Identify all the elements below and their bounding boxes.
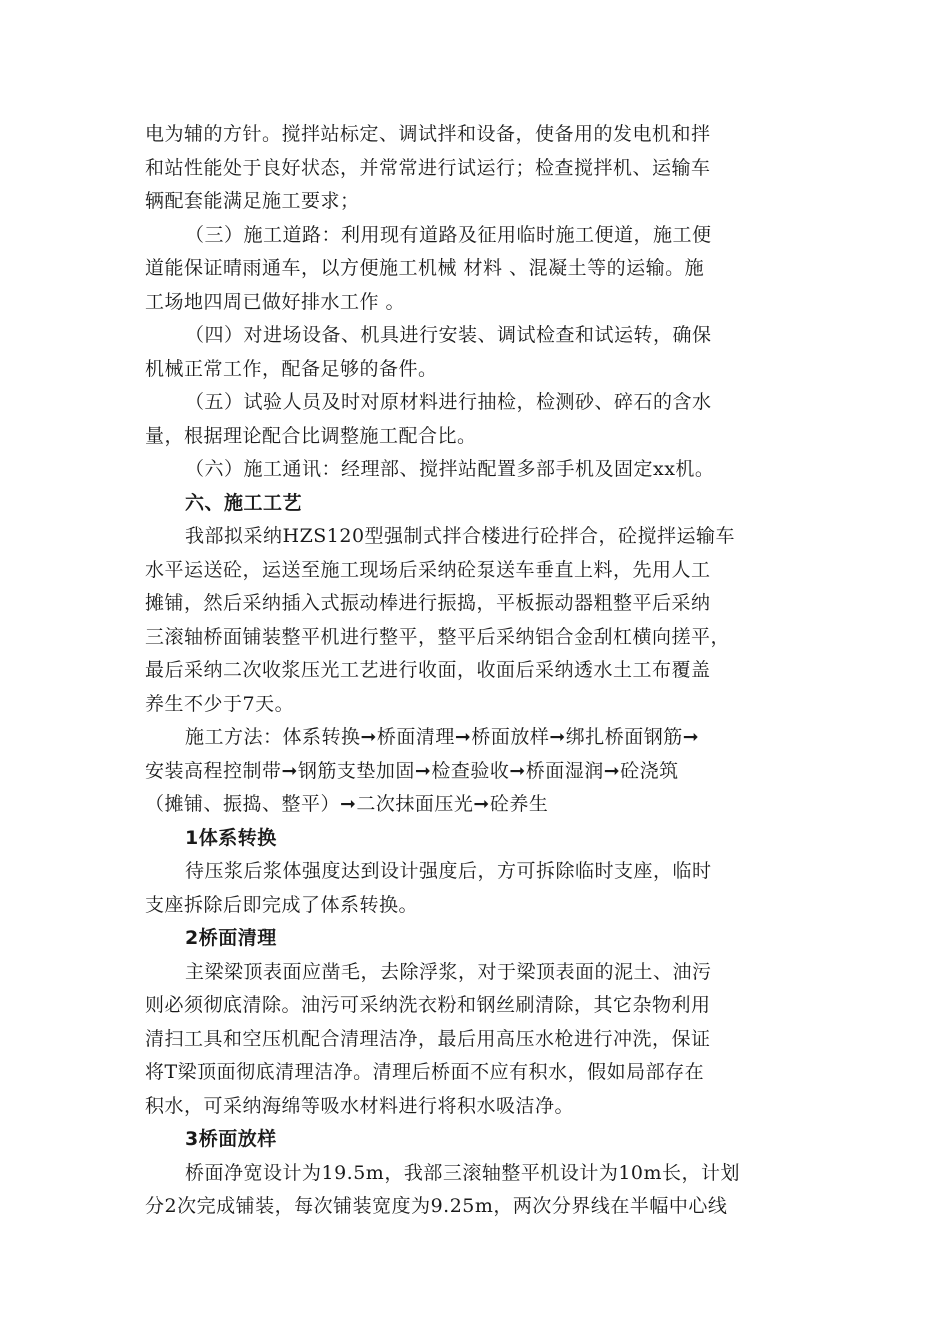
text-line: 水平运送砼，运送至施工现场后采纳砼泵送车垂直上料，先用人工 bbox=[145, 558, 711, 581]
text-line: 我部拟采纳HZS120型强制式拌合楼进行砼拌合，砼搅拌运输车 bbox=[185, 525, 736, 547]
text-line: （六）施工通讯：经理部、搅拌站配置多部手机及固定xx机。 bbox=[185, 458, 715, 480]
section-heading: 1体系转换 bbox=[185, 826, 277, 849]
text-line: 主梁梁顶表面应凿毛，去除浮浆，对于梁顶表面的泥土、油污 bbox=[185, 960, 712, 983]
text-line: 量，根据理论配合比调整施工配合比。 bbox=[145, 424, 477, 447]
text-line: （摊铺、振捣、整平）➞二次抹面压光➞砼养生 bbox=[145, 793, 549, 815]
text-line: 电为辅的方针。搅拌站标定、调试拌和设备，使备用的发电机和拌 bbox=[145, 123, 711, 145]
text-line: 道能保证晴雨通车，以方便施工机械 材料 、混凝土等的运输。施 bbox=[145, 257, 705, 279]
section-heading: 2桥面清理 bbox=[185, 927, 277, 949]
text-line: 安装高程控制带➞钢筋支垫加固➞检查验收➞桥面湿润➞砼浇筑 bbox=[145, 759, 679, 782]
text-line: 积水，可采纳海绵等吸水材料进行将积水吸洁净。 bbox=[145, 1094, 575, 1117]
text-line: 支座拆除后即完成了体系转换。 bbox=[145, 893, 419, 916]
text-line: （五）试验人员及时对原材料进行抽检，检测砂、碎石的含水 bbox=[185, 391, 712, 413]
text-line: （三）施工道路：利用现有道路及征用临时施工便道，施工便 bbox=[185, 223, 712, 246]
section-heading: 3桥面放样 bbox=[185, 1128, 277, 1150]
text-line: 则必须彻底清除。油污可采纳洗衣粉和钢丝刷清除，其它杂物利用 bbox=[145, 994, 711, 1016]
text-line: 待压浆后浆体强度达到设计强度后，方可拆除临时支座，临时 bbox=[185, 860, 712, 882]
text-line: 辆配套能满足施工要求； bbox=[145, 190, 360, 212]
text-line: 养生不少于7天。 bbox=[145, 692, 295, 715]
text-line: 将T梁顶面彻底清理洁净。清理后桥面不应有积水，假如局部存在 bbox=[145, 1061, 705, 1083]
text-line: 施工方法：体系转换➞桥面清理➞桥面放样➞绑扎桥面钢筋➞ bbox=[185, 726, 700, 748]
text-line: 桥面净宽设计为19.5m，我部三滚轴整平机设计为10m长，计划 bbox=[185, 1161, 741, 1184]
text-line: 三滚轴桥面铺装整平机进行整平，整平后采纳铝合金刮杠横向搓平， bbox=[145, 625, 731, 648]
text-line: 摊铺，然后采纳插入式振动棒进行振捣，平板振动器粗整平后采纳 bbox=[145, 592, 711, 614]
text-line: 工场地四周已做好排水工作 。 bbox=[145, 290, 406, 313]
text-line: 分2次完成铺装，每次铺装宽度为9.25m，两次分界线在半幅中心线 bbox=[145, 1195, 728, 1217]
text-line: 最后采纳二次收浆压光工艺进行收面，收面后采纳透水土工布覆盖 bbox=[145, 659, 711, 681]
text-line: 清扫工具和空压机配合清理洁净，最后用高压水枪进行冲洗，保证 bbox=[145, 1027, 711, 1050]
section-heading: 六、施工工艺 bbox=[185, 491, 303, 514]
text-line: 机械正常工作，配备足够的备件。 bbox=[145, 357, 438, 380]
text-line: （四）对进场设备、机具进行安装、调试检查和试运转，确保 bbox=[185, 324, 712, 346]
text-line: 和站性能处于良好状态，并常常进行试运行；检查搅拌机、运输车 bbox=[145, 156, 711, 179]
document-page bbox=[145, 118, 810, 1224]
